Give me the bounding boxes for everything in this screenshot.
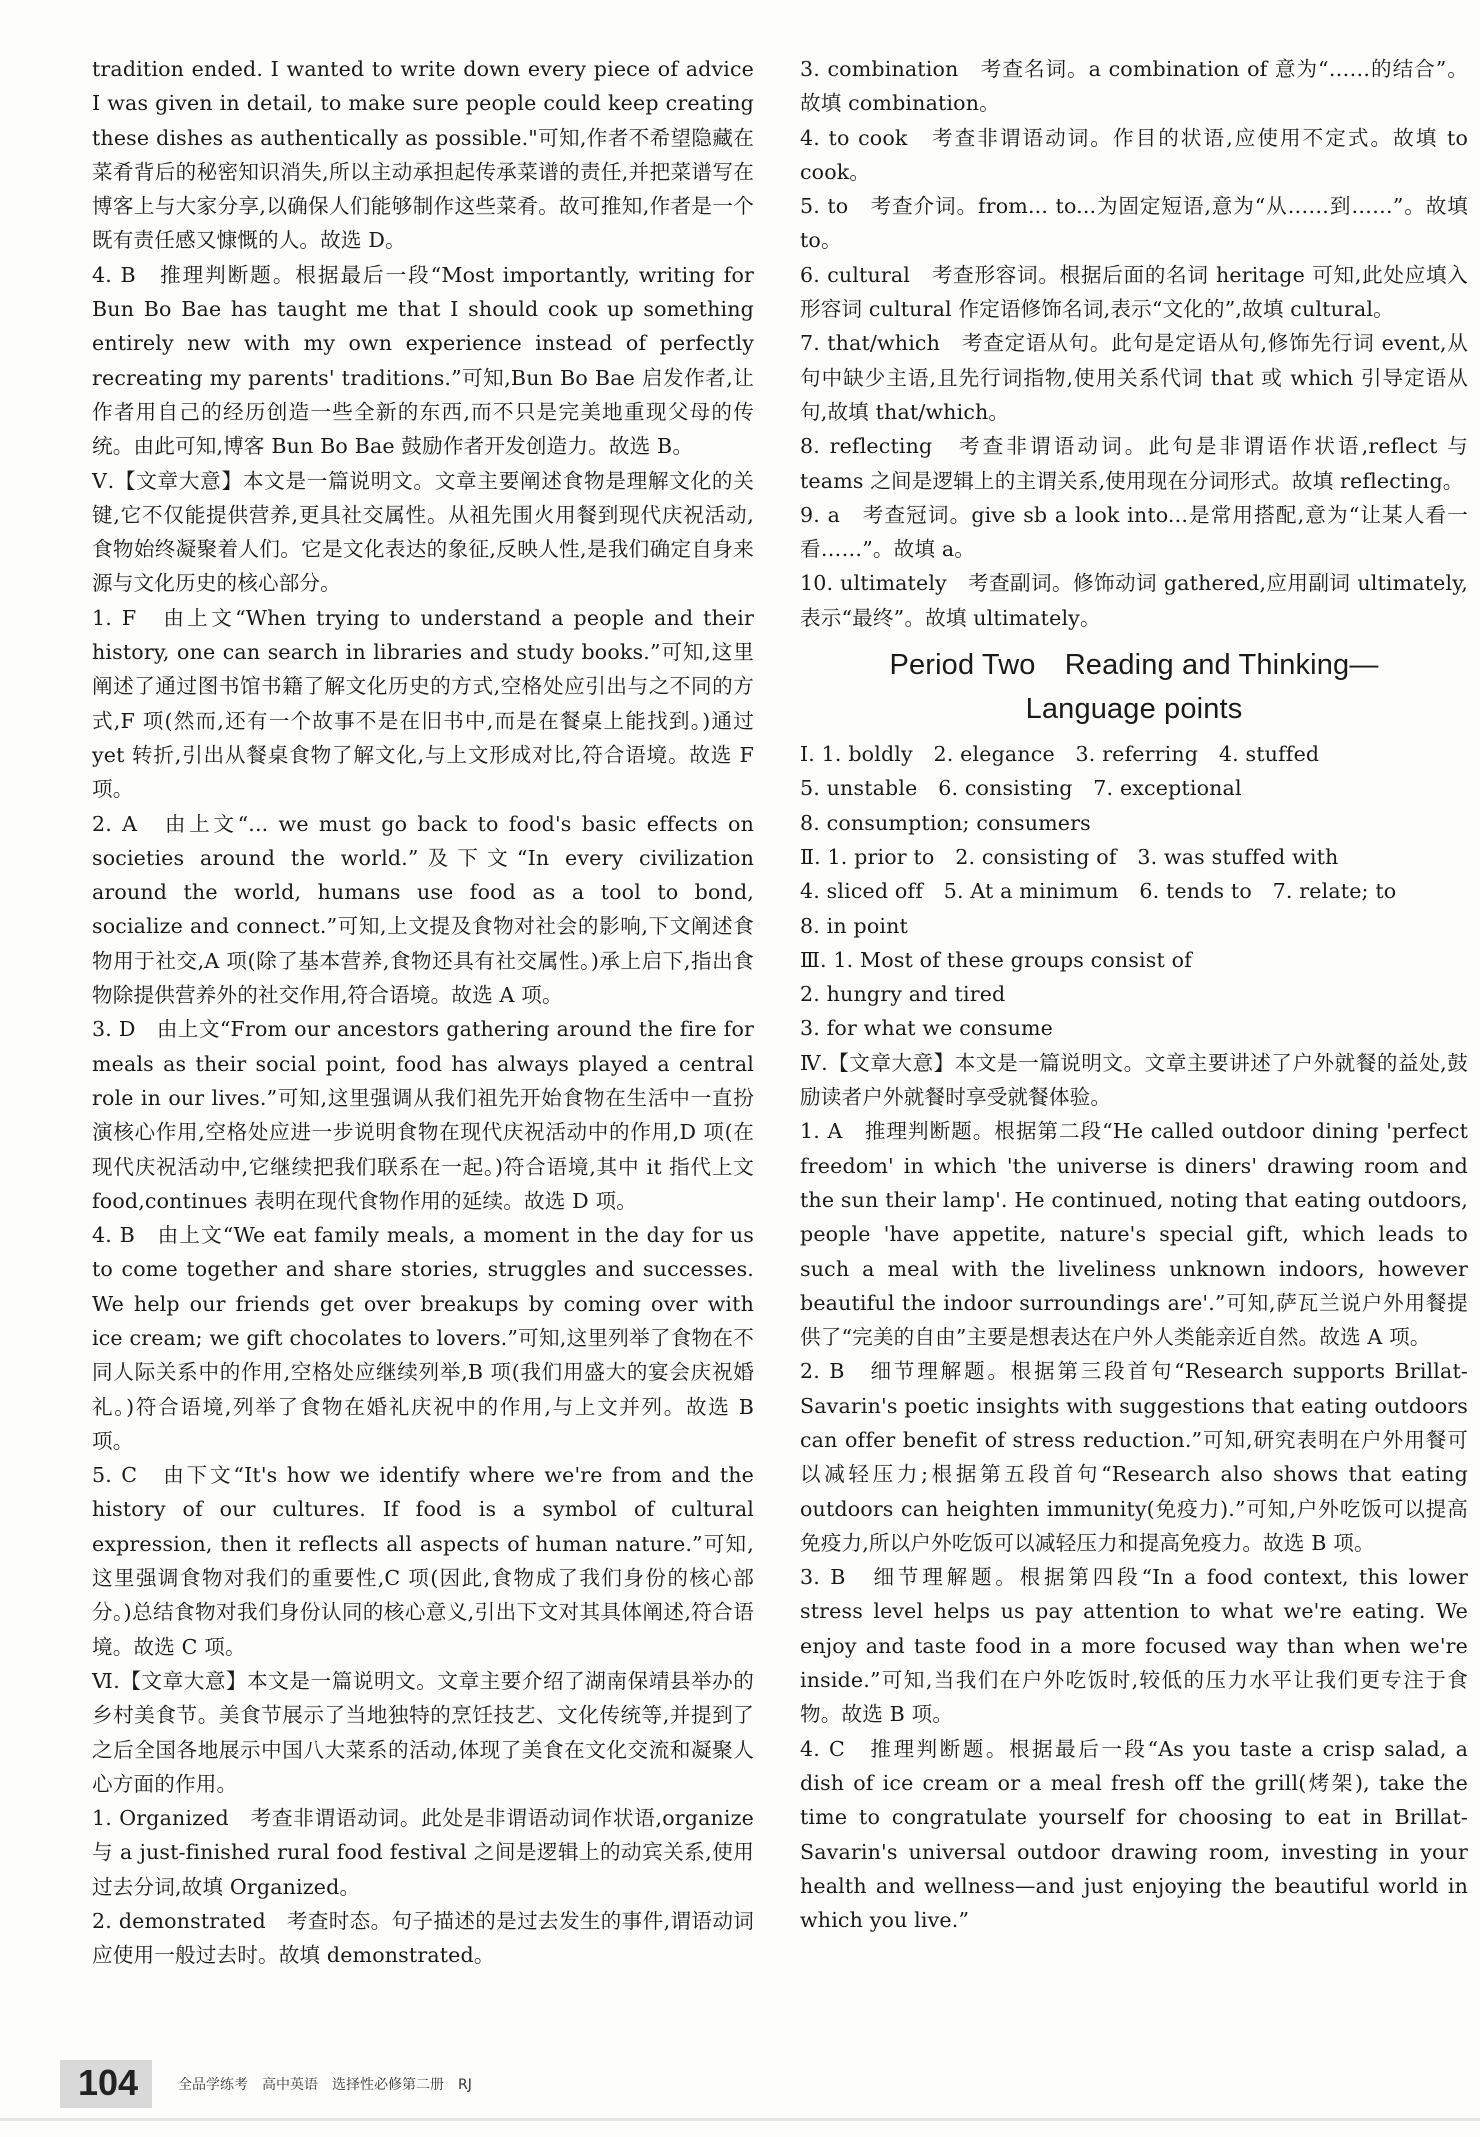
paragraph: 4. B 由上文“We eat family meals, a moment in the day for us to come together and share stories, struggles and successes. We help our friends get over breakups by coming over with ice cream; we gift chocolates to lovers.”可知,这里列举了食物在不同人际关系中的作用,空格处应继续列举,B 项(我们用盛大的宴会庆祝婚礼。)符合语境,列举了食物在婚礼庆祝中的作用,与上文并列。故选 B 项。 [92,1223,754,1453]
section-title [800,643,1468,731]
paragraph: 5. to 考查介词。from... to...为固定短语,意为“从……到……”。故填 to。 [800,194,1468,253]
paragraph: 5. C 由下文“It's how we identify where we're from and the history of our cultures. If food is a symbol of cultural expression, then it reflects all aspects of human nature.”可知,这里强调食物对我们的重要性,C 项(因此,食物成了我们身份的核心部分。)总结食物对我们身份认同的核心意义,引出下文对其具体阐述,符合语境。故选 C 项。 [92,1463,754,1659]
right-column [800,52,1468,1937]
answer-line: 8. in point [800,913,908,938]
page-number: 104 [60,2060,152,2108]
paragraph: 2. demonstrated 考查时态。句子描述的是过去发生的事件,谓语动词应使用一般过去时。故填 demonstrated。 [92,1909,754,1968]
paragraph: 4. C 推理判断题。根据最后一段“As you taste a crisp salad, a dish of ice cream or a meal fresh off the grill(烤架), take the time to congratulate yourself for choosing to eat in Brillat-Savarin's universal outdoor drawing room, investing in your health and wellness—and just enjoying the beautiful world in which you live.” [800,1736,1468,1933]
footer-rule [0,2118,1480,2121]
footer-text: 全品学练考 高中英语 选择性必修第二册 RJ [178,2077,472,2093]
answer-line: Ⅲ. 1. Most of these groups consist of [800,947,1192,972]
paragraph: 3. D 由上文“From our ancestors gathering around the fire for meals as their social point, food has always played a central role in our lives.”可知,这里强调从我们祖先开始食物在生活中一直扮演核心作用,空格处应进一步说明食物在现代庆祝活动中的作用,D 项(在现代庆祝活动中,它继续把我们联系在一起。)符合语境,其中 it 指代上文 food,continues 表明在现代食物作用的延续。故选 D 项。 [92,1017,754,1213]
answer-line: 4. sliced off 5. At a minimum 6. tends to 7. relate; to [800,879,1397,904]
paragraph: Ⅴ.【文章大意】本文是一篇说明文。文章主要阐述食物是理解文化的关键,它不仅能提供营养,更具社交属性。从祖先围火用餐到现代庆祝活动,食物始终凝聚着人们。它是文化表达的象征,反映人性,是我们确定自身来源与文化历史的核心部分。 [92,468,754,596]
answer-line: 8. consumption; consumers [800,810,1091,835]
paragraph: 2. A 由上文“... we must go back to food's basic effects on societies around the world.”及下文“In every civilization around the world, humans use food as a tool to bond, socialize and connect.”可知,上文提及食物对社会的影响,下文阐述食物用于社交,A 项(除了基本营养,食物还具有社交属性。)承上启下,指出食物除提供营养外的社交作用,符合语境。故选 A 项。 [92,811,754,1008]
answer-line: 3. for what we consume [800,1016,1053,1041]
paragraph: 7. that/which 考查定语从句。此句是定语从句,修饰先行词 event,从句中缺少主语,且先行词指物,使用关系代词 that 或 which 引导定语从句,故填 that/which。 [800,331,1468,424]
section-title-line-1: Period Two Reading and Thinking— [889,649,1379,682]
paragraph: 2. B 细节理解题。根据第三段首句“Research supports Brillat-Savarin's poetic insights with suggestions that eating outdoors can offer benefit of stress reduction.”可知,研究表明在户外用餐可以减轻压力;根据第五段首句“Research also shows that eating outdoors can heighten immunity(免疫力).”可知,户外吃饭可以提高免疫力,所以户外吃饭可以减轻压力和提高免疫力。故选 B 项。 [800,1359,1468,1555]
paragraph: tradition ended. I wanted to write down every piece of advice I was given in detail, to make sure people could keep creating these dishes as authentically as possible."可知,作者不希望隐藏在菜肴背后的秘密知识消失,所以主动承担起传承菜谱的责任,并把菜谱写在博客上与大家分享,以确保人们能够制作这些菜肴。故可推知,作者是一个既有责任感又慷慨的人。故选 D。 [92,57,754,253]
answer-line: 2. hungry and tired [800,982,1006,1007]
paragraph: Ⅳ.【文章大意】本文是一篇说明文。文章主要讲述了户外就餐的益处,鼓励读者户外就餐时享受就餐体验。 [800,1050,1468,1110]
paragraph: 9. a 考查冠词。give sb a look into...是常用搭配,意为“让某人看一看……”。故填 a。 [800,502,1468,562]
answer-line: 5. unstable 6. consisting 7. exceptional [800,776,1242,801]
paragraph: 3. combination 考查名词。a combination of 意为“……的结合”。故填 combination。 [800,57,1468,116]
left-column [92,52,754,1973]
paragraph: 4. to cook 考查非谓语动词。作目的状语,应使用不定式。故填 to cook。 [800,125,1468,184]
answer-line: Ⅰ. 1. boldly 2. elegance 3. referring 4. stuffed [800,742,1320,767]
answer-line: Ⅱ. 1. prior to 2. consisting of 3. was stuffed with [800,844,1339,869]
paragraph: 4. B 推理判断题。根据最后一段“Most importantly, writing for Bun Bo Bae has taught me that I should cook up something entirely new with my own experience instead of perfectly recreating my parents' traditions.”可知,Bun Bo Bae 启发作者,让作者用自己的经历创造一些全新的东西,而不只是完美地重现父母的传统。由此可知,博客 Bun Bo Bae 鼓励作者开发创造力。故选 B。 [92,262,754,459]
paragraph: 6. cultural 考查形容词。根据后面的名词 heritage 可知,此处应填入形容词 cultural 作定语修饰名词,表示“文化的”,故填 cultural。 [800,262,1468,322]
section-title-line-2: Language points [1025,693,1243,726]
paragraph: 3. B 细节理解题。根据第四段“In a food context, this lower stress level helps us pay attention to what we're eating. We enjoy and taste food in a more focused way than when we're inside.”可知,当我们在户外吃饭时,较低的压力水平让我们更专注于食物。故选 B 项。 [800,1565,1468,1727]
paragraph: 1. Organized 考查非谓语动词。此处是非谓语动词作状语,organize 与 a just-finished rural food festival 之间是逻辑上的动宾关系,使用过去分词,故填 Organized。 [92,1806,754,1899]
paragraph: 1. A 推理判断题。根据第二段“He called outdoor dining 'perfect freedom' in which 'the universe is diners' drawing room and the sun their lamp'. He continued, noting that eating outdoors, people 'have appetite, nature's special gift, which leads to such a meal with the liveliness unknown indoors, however beautiful the indoor surroundings are'.”可知,萨瓦兰说户外用餐提供了“完美的自由”主要是想表达在户外人类能亲近自然。故选 A 项。 [800,1119,1468,1350]
paragraph: Ⅵ.【文章大意】本文是一篇说明文。文章主要介绍了湖南保靖县举办的乡村美食节。美食节展示了当地独特的烹饪技艺、文化传统等,并提到了之后全国各地展示中国八大菜系的活动,体现了美食在文化交流和凝聚人心方面的作用。 [92,1668,754,1796]
paragraph: 1. F 由上文“When trying to understand a people and their history, one can search in libraries and study books.”可知,这里阐述了通过图书馆书籍了解文化历史的方式,空格处应引出与之不同的方式,F 项(然而,还有一个故事不是在旧书中,而是在餐桌上能找到。)通过 yet 转折,引出从餐桌食物了解文化,与上文形成对比,符合语境。故选 F 项。 [92,605,754,802]
page-footer [60,2060,1470,2110]
paragraph: 8. reflecting 考查非谓语动词。此句是非谓语作状语,reflect 与 teams 之间是逻辑上的主谓关系,使用现在分词形式。故填 reflecting。 [800,434,1468,493]
paragraph: 10. ultimately 考查副词。修饰动词 gathered,应用副词 ultimately,表示“最终”。故填 ultimately。 [800,571,1468,630]
